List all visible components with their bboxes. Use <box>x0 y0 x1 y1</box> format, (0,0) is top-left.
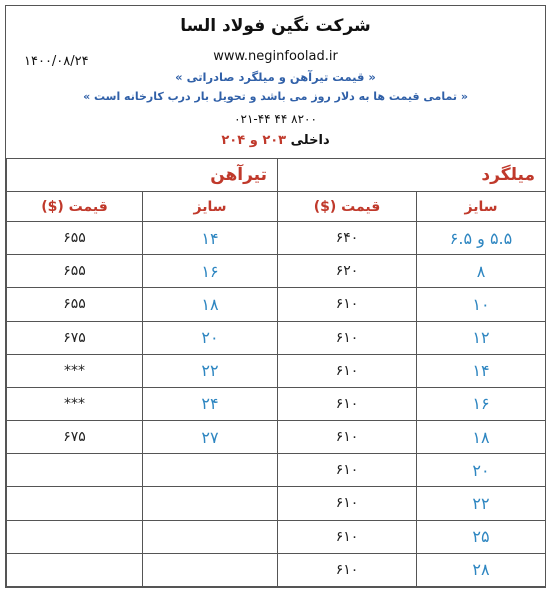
phone-number: ۰۲۱-۴۴ ۴۴ ۸۲۰۰ <box>234 112 317 126</box>
extension-numbers: ۲۰۳ و ۲۰۴ <box>221 133 287 148</box>
beam-size-cell: ۲۷ <box>143 421 278 454</box>
beam-size-cell: ۱۶ <box>143 255 278 288</box>
rebar-size-header: سایز <box>417 192 546 222</box>
table-row <box>7 520 546 553</box>
beam-size-cell <box>143 487 278 520</box>
rebar-price-cell: ۶۱۰ <box>278 288 417 321</box>
rebar-price-cell: ۶۱۰ <box>278 553 417 586</box>
rebar-price-header: قیمت ($) <box>278 192 417 222</box>
extension-line <box>6 133 545 148</box>
beam-size-cell: ۱۸ <box>143 288 278 321</box>
beam-price-cell <box>7 487 143 520</box>
beam-size-cell <box>143 454 278 487</box>
price-sheet <box>5 5 546 588</box>
rebar-price-cell: ۶۱۰ <box>278 321 417 354</box>
beam-price-cell: ۶۷۵ <box>7 321 143 354</box>
date: ۱۴۰۰/۰۸/۲۴ <box>24 54 89 69</box>
beam-price-cell: *** <box>7 354 143 387</box>
rebar-size-cell: ۲۸ <box>417 553 546 586</box>
price-table-body <box>7 159 546 587</box>
rebar-price-cell: ۶۱۰ <box>278 387 417 420</box>
beam-title: تیرآهن <box>7 159 278 192</box>
table-row <box>7 421 546 454</box>
beam-price-cell: *** <box>7 387 143 420</box>
beam-price-header: قیمت ($) <box>7 192 143 222</box>
table-row <box>7 255 546 288</box>
rebar-size-cell: ۱۰ <box>417 288 546 321</box>
table-row <box>7 288 546 321</box>
beam-size-cell <box>143 553 278 586</box>
beam-price-cell <box>7 520 143 553</box>
rebar-size-cell: ۱۲ <box>417 321 546 354</box>
beam-price-cell: ۶۵۵ <box>7 222 143 255</box>
table-row <box>7 222 546 255</box>
beam-size-header: سایز <box>143 192 278 222</box>
rebar-size-cell: ۲۲ <box>417 487 546 520</box>
beam-price-cell: ۶۵۵ <box>7 288 143 321</box>
table-row <box>7 487 546 520</box>
price-table <box>6 158 546 587</box>
beam-size-cell: ۲۲ <box>143 354 278 387</box>
rebar-size-cell: ۸ <box>417 255 546 288</box>
rebar-price-cell: ۶۱۰ <box>278 354 417 387</box>
rebar-price-cell: ۶۱۰ <box>278 487 417 520</box>
beam-size-cell: ۲۰ <box>143 321 278 354</box>
beam-price-cell: ۶۵۵ <box>7 255 143 288</box>
beam-size-cell: ۲۴ <box>143 387 278 420</box>
rebar-size-cell: ۱۶ <box>417 387 546 420</box>
beam-size-cell: ۱۴ <box>143 222 278 255</box>
rebar-price-cell: ۶۱۰ <box>278 421 417 454</box>
beam-price-cell: ۶۷۵ <box>7 421 143 454</box>
rebar-price-cell: ۶۴۰ <box>278 222 417 255</box>
table-row <box>7 321 546 354</box>
beam-size-cell <box>143 520 278 553</box>
table-row <box>7 354 546 387</box>
beam-price-cell <box>7 553 143 586</box>
group-header-row <box>7 159 546 192</box>
rebar-price-cell: ۶۱۰ <box>278 454 417 487</box>
extension-label: داخلی <box>290 133 330 148</box>
column-header-row <box>7 192 546 222</box>
website-link[interactable]: www.neginfoolad.ir <box>213 49 338 64</box>
table-row <box>7 387 546 420</box>
rebar-size-cell: ۲۵ <box>417 520 546 553</box>
rebar-size-cell: ۵.۵ و ۶.۵ <box>417 222 546 255</box>
rebar-price-cell: ۶۱۰ <box>278 520 417 553</box>
rebar-size-cell: ۱۴ <box>417 354 546 387</box>
sheet-header <box>6 6 545 159</box>
rebar-price-cell: ۶۲۰ <box>278 255 417 288</box>
rebar-size-cell: ۲۰ <box>417 454 546 487</box>
table-row <box>7 454 546 487</box>
beam-price-cell <box>7 454 143 487</box>
company-name: شرکت نگین فولاد السا <box>180 16 371 36</box>
rebar-title: میلگرد <box>278 159 546 192</box>
subtitle: « قیمت تیرآهن و میلگرد صادراتی » <box>175 70 376 84</box>
delivery-note: « تمامی قیمت ها به دلار روز می باشد و تحویل بار درب کارخانه است » <box>83 90 468 103</box>
table-row <box>7 553 546 586</box>
rebar-size-cell: ۱۸ <box>417 421 546 454</box>
